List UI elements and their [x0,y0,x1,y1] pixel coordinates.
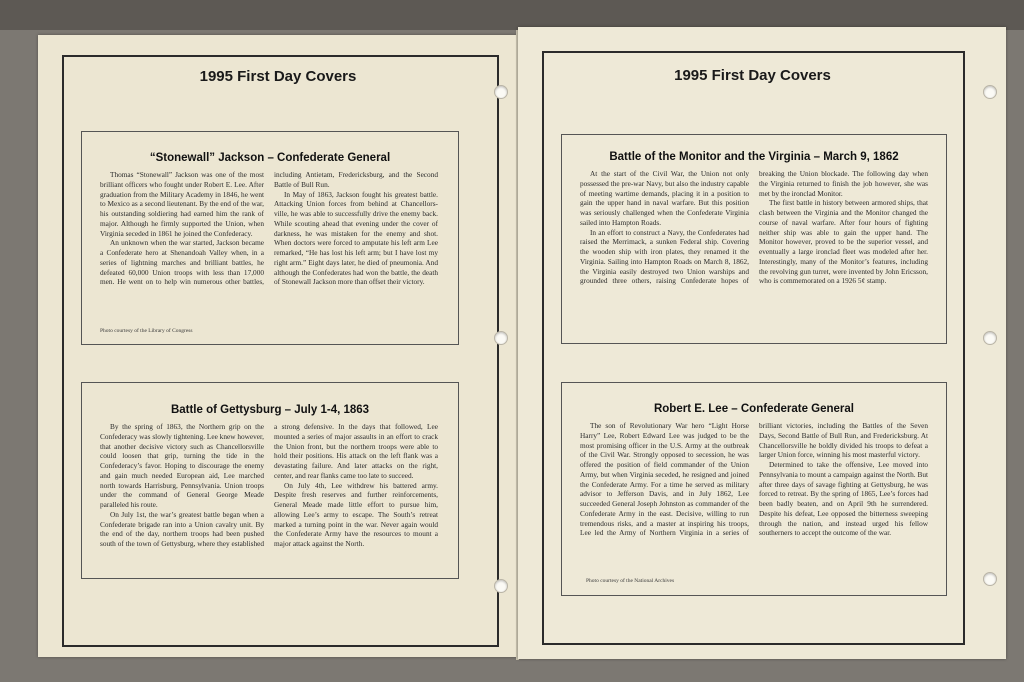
paragraph: The son of Revolutionary War hero “Light Horse Harry” Lee, Robert Edward Lee was judged to be the most promising officer in the U.S. Army at the outbreak of the Civil War. Strongly opposed to secession, he was offered the position of field commander of the Union Army, but when Virginia seceded, he resigned and joined the Confederate Army. For a time he served as military advisor to Jefferson Davis, and in July 1862, Lee succeeded General Joseph Johnston as commander of the Confederate Army in the east. Decisive, willing to run tremendous risks, and a master at inspiring his troops, Lee led the Army of Northern Virginia in a series of brilliant victories, including the Battles of the Seven Days, Second Battle of Bull Run, and Fredericksburg. At Chancellorsville he boldly divided his troops to defeat a larger Union force, winning his most masterful victory. [580,421,928,538]
binder-hole [494,85,508,99]
lee-title: Robert E. Lee – Confederate General [653,403,855,415]
paragraph: An unknown when the war started, Jackson became a Confederate hero at Shenandoah Valley when, in a series of lightning marches and brilliant battles, he defeated 60,000 Union troops with less than 17,000 men. He went on to help win numerous other battles, including Antietam, Fredericksburg, and the Second Battle of Bull Run. [100,170,438,287]
page-title: 1995 First Day Covers [199,68,357,85]
paragraph: In an effort to construct a Navy, the Confederates had raised the Merrimack, a sunken Federal ship. Covering the wooden ship with iron plates, they renamed it the Virginia. Sailing into Hampton Roads on March 8, 1862, the Virginia easily destroyed two Union warships and grounded three others, raising Confederate hopes of breaking the Union blockade. The following day when the Virginia returned to finish the job however, she was met by the ironclad Monitor. [580,169,928,286]
gettysburg-title: Battle of Gettysburg – July 1-4, 1863 [170,404,370,416]
paragraph: On July 4th, Lee withdrew his battered army. Despite fresh reserves and further reinforcements, General Meade made little effort to pursue him, allowing Lee’s army to escape. The South’s retreat marked a turning point in the war. Never again would the Confederate Army have the resources to mount a major attack against the North. [274,480,438,548]
paragraph: By the spring of 1863, the Northern grip on the Confederacy was slowly tightening. Lee knew however, that another decisive victory such as Chancellorsville could loosen that grip, turning the tide in the Confederacy’s favor. Hoping to discourage the enemy and gain much needed European aid, Lee marched north towards Harrisburg, Pennsylvania. Union troops under the command of General George Meade paralleled his route. [100,422,264,509]
page-title: 1995 First Day Covers [674,67,831,84]
paragraph: At the start of the Civil War, the Union not only possessed the pre-war Navy, but also the industry capable of meeting wartime demands, placing it in a position to gain the upper hand in naval warfare. But this position was seriously challenged when the Confederate Virginia sailed into Hampton Roads. [580,169,749,227]
monitor-text [580,169,928,337]
monitor-panel [561,134,947,344]
binder-hole [494,331,508,345]
background-top [0,0,1024,30]
paragraph: On July 1st, the war’s greatest battle began when a Confederate brigade ran into a Union cavalry unit. By the end of the day, northern troops had been pushed south of the town of Gettysburg, where they established a strong defensive. In the days that followed, Lee mounted a series of major assaults in an effort to crack the Union front, but the northern troops were able to hold their positions. His attack on the left flank was a devastating failure. And later attacks on the right, center, and rear flanks came too late to succeed. [100,422,438,548]
photo-credit: Photo courtesy of the Library of Congress [100,328,193,334]
photo-credit: Photo courtesy of the National Archives [586,578,675,584]
paragraph: The first battle in history between armored ships, that clash between the Virginia and the Monitor changed the course of naval warfare. After four hours of fighting neither ship was able to gain the upper hand. The Monitor however, proved to be the superior vessel, and eventually a large ironclad fleet was modeled after her. Interestingly, many of the Monitor’s features, including the revolving gun turret, were invented by John Ericsson, who is commemorated on a 1926 5¢ stamp. [759,198,928,286]
binder-hole [983,331,997,345]
album-page-left [38,35,518,657]
jackson-text [100,170,438,322]
binder-hole [494,579,508,593]
gettysburg-text [100,422,438,572]
paragraph: Thomas “Stonewall” Jackson was one of the most brilliant officers who fought under Robert E. Lee. After graduation from the Military Academy in 1846, he went to Mexico as a second lieutenant. By the end of the war, his outstanding soldiering had earned him the rank of major. Although he firmly supported the Union, when Virginia seceded in 1861 he joined the Confederacy. [100,170,264,238]
paragraph: In May of 1863, Jackson fought his greatest battle. Attacking Union forces from behind at Chancellors-ville, he was able to successfully drive the enemy back. While scouting ahead that evening under the cover of darkness, he was mistaken for the enemy and shot. When doctors were forced to amputate his left arm Lee remarked, “He has lost his left arm; but I have lost my right arm.” Eight days later, he died of pneumonia. And although the Confederates had won the battle, the death of Stonewall Jackson more than offset their victory. [274,189,438,287]
paragraph: Determined to take the offensive, Lee moved into Pennsylvania to mount a campaign against the North. But after three days of savage fighting at Gettysburg, he was forced to retreat. By the spring of 1865, Lee’s forces had been badly beaten, and on April 9th he surrendered. Despite his defeat, Lee opposed the bitterness sweeping through the nation, and instead urged his fellow southerners to accept the outcome of the war. [759,460,928,538]
album-page-right [518,27,1006,659]
jackson-panel [81,131,459,345]
monitor-title: Battle of the Monitor and the Virginia – March 9, 1862 [609,151,899,163]
lee-panel [561,382,947,596]
binder-hole [983,572,997,586]
jackson-title: “Stonewall” Jackson – Confederate General [149,152,391,164]
gettysburg-panel [81,382,459,579]
lee-text [580,421,928,571]
binder-hole [983,85,997,99]
